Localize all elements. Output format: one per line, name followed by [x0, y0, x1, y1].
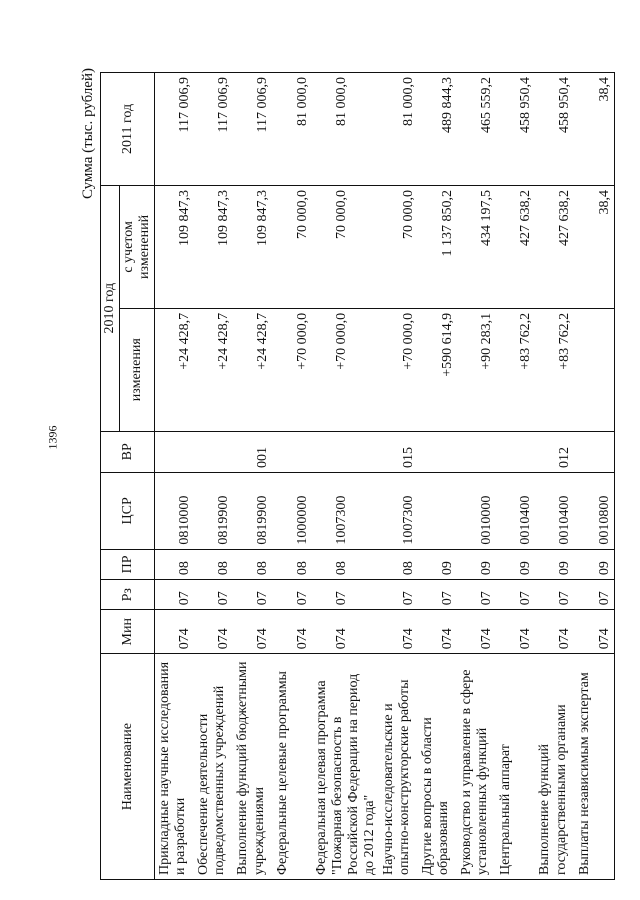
- row-name: Выполнение функций государственными органами: [535, 654, 574, 880]
- row-name: Выплаты независимым экспертам: [575, 654, 615, 880]
- row-rz: 07: [273, 580, 312, 610]
- row-name: Прикладные научные исследования и разработки: [155, 654, 195, 880]
- row-changes: [575, 308, 615, 431]
- row-pr: 08: [194, 549, 233, 580]
- table-header: [101, 73, 155, 880]
- header-changes: изменения: [120, 308, 155, 431]
- row-min: 074: [535, 610, 574, 654]
- row-vr: [312, 431, 379, 473]
- row-csr: 1000000: [273, 473, 312, 550]
- row-pr: 08: [312, 549, 379, 580]
- row-2011: 117 006,9: [233, 73, 272, 186]
- row-rz: 07: [496, 580, 535, 610]
- row-with-changes: 109 847,3: [233, 185, 272, 308]
- header-vr: ВР: [101, 431, 155, 473]
- row-rz: 07: [457, 580, 496, 610]
- table-row: [273, 73, 312, 880]
- row-name: Федеральная целевая программа "Пожарная безопасность в Российской Федерации на период до 2012 года": [312, 654, 379, 880]
- row-min: 074: [273, 610, 312, 654]
- row-pr: 08: [273, 549, 312, 580]
- table-row: [535, 73, 574, 880]
- row-changes: +83 762,2: [535, 308, 574, 431]
- row-name: Центральный аппарат: [496, 654, 535, 880]
- row-rz: 07: [379, 580, 418, 610]
- row-vr: [457, 431, 496, 473]
- row-min: 074: [312, 610, 379, 654]
- row-2011: 465 559,2: [457, 73, 496, 186]
- row-name: Научно-исследовательские и опытно-конструкторские работы: [379, 654, 418, 880]
- row-vr: [194, 431, 233, 473]
- row-csr: 1007300: [312, 473, 379, 550]
- row-pr: 09: [535, 549, 574, 580]
- row-pr: 08: [155, 549, 195, 580]
- row-2011: 81 000,0: [379, 73, 418, 186]
- row-2011: 489 844,3: [418, 73, 457, 186]
- row-vr: 015: [379, 431, 418, 473]
- row-rz: 07: [575, 580, 615, 610]
- row-2011: 117 006,9: [194, 73, 233, 186]
- row-rz: 07: [535, 580, 574, 610]
- header-rz: Рз: [101, 580, 155, 610]
- row-vr: 012: [535, 431, 574, 473]
- row-rz: 07: [155, 580, 195, 610]
- row-pr: 08: [233, 549, 272, 580]
- row-csr: 0819900: [233, 473, 272, 550]
- row-csr: 0810000: [155, 473, 195, 550]
- table-row: [575, 73, 615, 880]
- row-vr: [496, 431, 535, 473]
- row-with-changes: 427 638,2: [496, 185, 535, 308]
- row-changes: +70 000,0: [379, 308, 418, 431]
- page-number: 1396: [45, 425, 60, 450]
- row-csr: [418, 473, 457, 550]
- row-changes: +590 614,9: [418, 308, 457, 431]
- row-vr: 001: [233, 431, 272, 473]
- row-min: 074: [194, 610, 233, 654]
- table-row: [379, 73, 418, 880]
- row-with-changes: 427 638,2: [535, 185, 574, 308]
- row-2011: 458 950,4: [496, 73, 535, 186]
- row-vr: [273, 431, 312, 473]
- row-with-changes: 38,4: [575, 185, 615, 308]
- row-csr: 1007300: [379, 473, 418, 550]
- row-min: 074: [379, 610, 418, 654]
- row-with-changes: 1 137 850,2: [418, 185, 457, 308]
- row-csr: 0010400: [535, 473, 574, 550]
- row-2011: 81 000,0: [312, 73, 379, 186]
- table-row: [155, 73, 195, 880]
- row-rz: 07: [194, 580, 233, 610]
- row-2011: 81 000,0: [273, 73, 312, 186]
- row-2011: 117 006,9: [155, 73, 195, 186]
- header-min: Мин: [101, 610, 155, 654]
- row-csr: 0010400: [496, 473, 535, 550]
- row-changes: +70 000,0: [312, 308, 379, 431]
- row-min: 074: [575, 610, 615, 654]
- row-rz: 07: [233, 580, 272, 610]
- row-2011: 458 950,4: [535, 73, 574, 186]
- header-year-2010: 2010 год: [101, 185, 120, 431]
- row-changes: +24 428,7: [233, 308, 272, 431]
- table-body: [155, 73, 614, 880]
- row-min: 074: [457, 610, 496, 654]
- row-with-changes: 434 197,5: [457, 185, 496, 308]
- budget-table: [100, 72, 615, 880]
- row-min: 074: [496, 610, 535, 654]
- header-with-changes: с учетом изменений: [120, 185, 155, 308]
- table-row: [496, 73, 535, 880]
- row-changes: +90 283,1: [457, 308, 496, 431]
- row-2011: 38,4: [575, 73, 615, 186]
- row-changes: +24 428,7: [194, 308, 233, 431]
- row-name: Другие вопросы в области образования: [418, 654, 457, 880]
- row-vr: [418, 431, 457, 473]
- row-csr: 0010000: [457, 473, 496, 550]
- table-row: [312, 73, 379, 880]
- table-row: [233, 73, 272, 880]
- header-pr: ПР: [101, 549, 155, 580]
- row-with-changes: 70 000,0: [379, 185, 418, 308]
- row-pr: 09: [496, 549, 535, 580]
- row-vr: [155, 431, 195, 473]
- row-changes: +70 000,0: [273, 308, 312, 431]
- table-row: [194, 73, 233, 880]
- row-changes: +24 428,7: [155, 308, 195, 431]
- unit-caption: Сумма (тыс. рублей): [80, 68, 96, 200]
- row-pr: 09: [575, 549, 615, 580]
- table-row: [457, 73, 496, 880]
- row-vr: [575, 431, 615, 473]
- row-name: Обеспечение деятельности подведомственных учреждений: [194, 654, 233, 880]
- row-with-changes: 109 847,3: [155, 185, 195, 308]
- row-with-changes: 70 000,0: [273, 185, 312, 308]
- row-name: Руководство и управление в сфере установленных функций: [457, 654, 496, 880]
- row-min: 074: [233, 610, 272, 654]
- row-changes: +83 762,2: [496, 308, 535, 431]
- rotated-page-content: [80, 60, 620, 880]
- row-pr: 08: [379, 549, 418, 580]
- header-csr: ЦСР: [101, 473, 155, 550]
- table-row: [418, 73, 457, 880]
- row-pr: 09: [418, 549, 457, 580]
- row-rz: 07: [312, 580, 379, 610]
- row-min: 074: [155, 610, 195, 654]
- row-with-changes: 70 000,0: [312, 185, 379, 308]
- row-rz: 07: [418, 580, 457, 610]
- header-year-2011: 2011 год: [101, 73, 155, 186]
- row-name: Федеральные целевые программы: [273, 654, 312, 880]
- row-pr: 09: [457, 549, 496, 580]
- row-csr: 0010800: [575, 473, 615, 550]
- header-name: Наименование: [101, 654, 155, 880]
- row-csr: 0819900: [194, 473, 233, 550]
- row-name: Выполнение функций бюджетными учреждениями: [233, 654, 272, 880]
- row-min: 074: [418, 610, 457, 654]
- row-with-changes: 109 847,3: [194, 185, 233, 308]
